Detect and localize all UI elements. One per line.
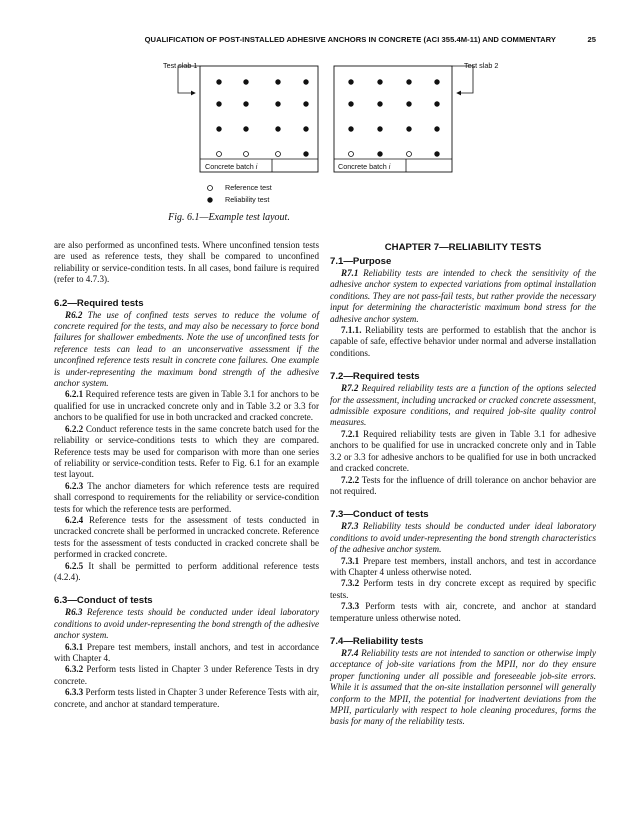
heading-7-3: 7.3—Conduct of tests xyxy=(330,509,429,521)
legend-reliability-label: Reliability test xyxy=(225,195,270,204)
heading-6-3: 6.3—Conduct of tests xyxy=(54,595,153,607)
running-title: QUALIFICATION OF POST-INSTALLED ADHESIVE ANCHORS IN CONCRETE (ACI 355.4M-11) AND COMMENTARY xyxy=(144,35,556,44)
clause-6-2-4: 6.2.4 Reference tests for the assessment of tests conducted in uncracked concrete shall be performed in uncracked concrete. Reference tests for the assessment of tests conducted in cracked concrete shall be performed in cracked concrete. xyxy=(54,514,319,560)
commentary-r7-3: R7.3 Reliability tests should be conducted under ideal laboratory conditions to avoid under-representing the bond strength characteristics of the adhesive anchor system. xyxy=(330,521,596,555)
heading-7-4: 7.4—Reliability tests xyxy=(330,635,424,647)
right-column xyxy=(330,240,596,728)
legend-reliability-symbol xyxy=(207,197,212,202)
clause-7-3-1: 7.3.1 Prepare test members, install anchors, and test in accordance with Chapter 4 unless otherwise noted. xyxy=(330,555,596,577)
commentary-r7-4: R7.4 Reliability tests are not intended to sanction or otherwise imply acceptance of job-site variations from the MPII, nor do they ensure proper functioning under all possible and foreseeable job-site errors. While it is assumed that the on-site installation personnel will generally conform to the MPII, the potential for inadvertent deviations from the MPII, particularly with respect to hole cleaning procedures, forms the basis for many of the reliability tests. xyxy=(330,647,596,727)
page-number: 25 xyxy=(587,35,596,44)
clause-7-2-1: 7.2.1 Required reliability tests are given in Table 3.1 for adhesive anchors to be qualified for use in uncracked concrete only and in Table 3.2 or 3.3 for adhesive anchors to be qualified for use in both uncracked and cracked concrete. xyxy=(330,428,596,474)
commentary-r6-2: R6.2 The use of confined tests serves to reduce the volume of concrete required for the tests, and may also be necessary to force bond failures for shallower embedments. Note the use of unconfined tests for reference tests can lead to an unconservative assessment if the unconfined reference tests result in concrete cone failures. One example is under-representing the maximum bond strength of the adhesive anchor system. xyxy=(54,309,319,389)
chapter-7-heading: CHAPTER 7—RELIABILITY TESTS xyxy=(384,242,542,253)
clause-6-2-5: 6.2.5 It shall be permitted to perform additional reference tests (4.2.4). xyxy=(54,560,319,582)
commentary-r7-1: R7.1 Reliability tests are intended to check the sensitivity of the adhesive anchor system to expected variations from optimal installation conditions. They are not pass-fail tests, but rather provide the necessary input for determining the characteristic maximum bond stress for the adhesive anchor system. xyxy=(330,268,596,324)
heading-6-2: 6.2—Required tests xyxy=(54,297,144,309)
legend-reference-label: Reference test xyxy=(225,183,272,192)
test-slab-1-label: Test slab 1 xyxy=(163,61,198,70)
clause-7-3-3: 7.3.3 Perform tests with air, concrete, and anchor at standard temperature unless otherwise noted. xyxy=(330,601,596,623)
heading-7-2: 7.2—Required tests xyxy=(330,371,420,383)
commentary-r7-2: R7.2 Required reliability tests are a function of the options selected for the assessment, including uncracked or cracked concrete assessment, admissible exposure conditions, and required job-site quality control measures. xyxy=(330,383,596,428)
slab-2-anchors xyxy=(348,79,439,156)
commentary-r6-3: R6.3 Reference tests should be conducted under ideal laboratory conditions to avoid under-representing the bond strength of the adhesive anchor system. xyxy=(54,607,319,641)
clause-6-2-3: 6.2.3 The anchor diameters for which reference tests are required shall correspond to requirements for the reliability or service-condition tests for which the reference tests are performed. xyxy=(54,480,319,514)
test-layout-diagram xyxy=(0,0,638,230)
heading-7-1: 7.1—Purpose xyxy=(330,256,392,267)
clause-6-2-2: 6.2.2 Conduct reference tests in the same concrete batch used for the reliability or service-conditions tests to which they are compared. Reference tests may be used for comparison with more than one series of reliability or service-condition tests. Refer to Fig. 6.1 for an example test layout. xyxy=(54,423,319,480)
concrete-batch-2-label: Concrete batch i xyxy=(338,162,391,171)
clause-6-3-3: 6.3.3 Perform tests listed in Chapter 3 under Reference Tests with air, concrete, and anchor at standard temperature. xyxy=(54,687,319,709)
test-slab-2-label: Test slab 2 xyxy=(464,61,499,70)
concrete-batch-1-label: Concrete batch i xyxy=(205,162,258,171)
left-column xyxy=(54,240,319,710)
clause-7-2-2: 7.2.2 Tests for the influence of drill tolerance on anchor behavior are not required. xyxy=(330,474,596,496)
figure-6-1 xyxy=(0,0,638,230)
slab-1-anchors xyxy=(216,79,308,156)
clause-6-3-2: 6.3.2 Perform tests listed in Chapter 3 under Reference Tests in dry concrete. xyxy=(54,664,319,686)
paragraph-continued: are also performed as unconfined tests. Where unconfined tension tests are used as reference tests, they shall be compared to unconfined reliability or service-condition tests. In all cases, bond failure is required (refer to 4.7.3). xyxy=(54,240,319,285)
clause-7-1-1: 7.1.1. Reliability tests are performed to establish that the anchor is capable of safe, effective behavior under normal and adverse installation conditions. xyxy=(330,325,596,358)
clause-6-3-1: 6.3.1 Prepare test members, install anchors, and test in accordance with Chapter 4. xyxy=(54,641,319,663)
clause-6-2-1: 6.2.1 Required reference tests are given in Table 3.1 for anchors to be qualified for use in uncracked concrete only and in Table 3.2 or 3.3 for anchors to be qualified for use in both uncracked and cracked concrete. xyxy=(54,389,319,423)
legend-reference-symbol xyxy=(208,186,213,191)
figure-caption: Fig. 6.1—Example test layout. xyxy=(168,212,290,223)
clause-7-3-2: 7.3.2 Perform tests in dry concrete except as required by specific tests. xyxy=(330,578,596,600)
